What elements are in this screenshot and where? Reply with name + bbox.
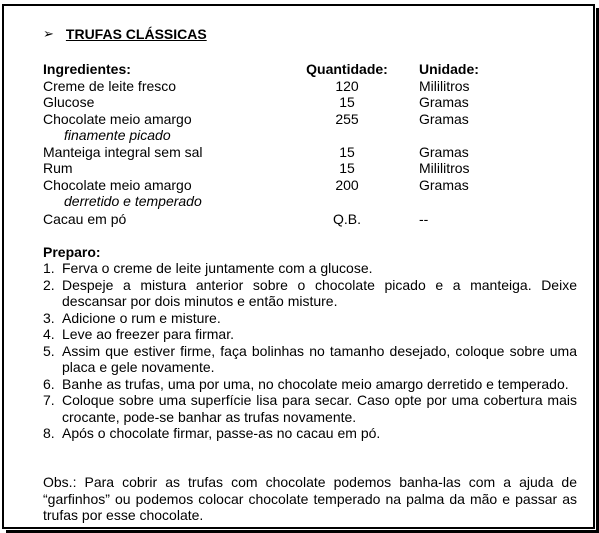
- step-text: Adicione o rum e misture.: [62, 309, 221, 326]
- ingredient-qty: 15: [339, 160, 355, 176]
- step-text: Leve ao freezer para firmar.: [62, 326, 234, 342]
- step-number: 4.: [43, 326, 55, 342]
- ingredient-qty: 200: [335, 176, 359, 193]
- ingredient-row: [43, 211, 583, 228]
- recipe-title: TRUFAS CLÁSSICAS: [65, 26, 207, 42]
- ingredients-header-row: [43, 61, 583, 78]
- step-number: 5.: [43, 342, 55, 359]
- step-item: [43, 310, 577, 327]
- step-number: 8.: [43, 425, 55, 441]
- step-item: [43, 260, 577, 277]
- step-text: Após o chocolate firmar, passe-as no cacau em pó.: [62, 425, 381, 441]
- title-row: [43, 25, 207, 43]
- ingredient-qty: 15: [339, 94, 355, 110]
- arrowhead-bullet-icon: ➢: [43, 26, 54, 41]
- ingredient-name: Cacau em pó: [43, 210, 127, 227]
- step-text: Despeje a mistura anterior sobre o chocolate picado e a manteiga. Deixe descansar por dois minutos e então misture.: [62, 276, 577, 309]
- ingredient-unit: Gramas: [419, 143, 469, 160]
- ingredient-row: [43, 111, 583, 128]
- ingredient-row: [43, 160, 583, 177]
- ingredient-qty: 255: [335, 110, 359, 127]
- ingredient-unit: Mililitros: [419, 160, 470, 176]
- quantity-header: Quantidade:: [306, 61, 388, 77]
- step-number: 1.: [43, 260, 55, 276]
- ingredient-qty: 15: [339, 143, 355, 160]
- step-number: 6.: [43, 375, 55, 392]
- ingredient-name: Rum: [43, 160, 73, 176]
- ingredient-row: [43, 78, 583, 95]
- unit-header: Unidade:: [419, 61, 479, 77]
- ingredient-name: Chocolate meio amargo: [43, 176, 192, 193]
- step-number: 3.: [43, 309, 55, 326]
- step-text: Ferva o creme de leite juntamente com a glucose.: [62, 260, 373, 276]
- ingredient-unit: Gramas: [419, 110, 469, 127]
- ingredients-table: [43, 61, 583, 227]
- ingredient-note-row: [43, 127, 583, 144]
- ingredient-name: Chocolate meio amargo: [43, 110, 192, 127]
- step-item: [43, 277, 577, 310]
- step-item: [43, 392, 577, 425]
- ingredient-row: [43, 144, 583, 161]
- step-text: Coloque sobre uma superfície lisa para secar. Caso opte por uma cobertura mais crocante, pode-se banhar as trufas novamente.: [62, 392, 577, 425]
- observation-note: Obs.: Para cobrir as trufas com chocolate podemos banha-las com a ajuda de “garfinhos” ou podemos colocar chocolate temperado na palma da mão e passar as trufas por esse chocolate.: [43, 474, 577, 523]
- ingredients-header: Ingredientes:: [43, 61, 131, 77]
- step-number: 2.: [43, 276, 55, 293]
- preparation-title: Preparo:: [43, 244, 101, 260]
- ingredient-unit: Gramas: [419, 94, 469, 110]
- ingredient-note-row: [43, 193, 583, 210]
- ingredient-row: [43, 94, 583, 111]
- ingredient-qty: 120: [335, 77, 359, 94]
- step-text: Banhe as trufas, uma por uma, no chocolate meio amargo derretido e temperado.: [62, 375, 569, 392]
- step-item: [43, 376, 577, 393]
- ingredient-unit: Mililitros: [419, 77, 470, 94]
- ingredient-unit: Gramas: [419, 176, 469, 193]
- step-item: [43, 326, 577, 343]
- ingredient-name: Creme de leite fresco: [43, 77, 177, 94]
- ingredient-note: finamente picado: [64, 127, 171, 143]
- step-number: 7.: [43, 392, 55, 408]
- step-item: [43, 343, 577, 376]
- step-text: Assim que estiver firme, faça bolinhas no tamanho desejado, coloque sobre uma placa e gele novamente.: [62, 342, 577, 375]
- ingredient-qty: Q.B.: [332, 210, 361, 227]
- ingredient-row: [43, 177, 583, 194]
- ingredient-name: Glucose: [43, 94, 95, 110]
- preparation-steps: [43, 260, 577, 442]
- step-item: [43, 425, 577, 442]
- ingredient-note: derretido e temperado: [64, 193, 202, 209]
- ingredient-name: Manteiga integral sem sal: [43, 143, 203, 160]
- ingredient-unit: --: [419, 210, 429, 227]
